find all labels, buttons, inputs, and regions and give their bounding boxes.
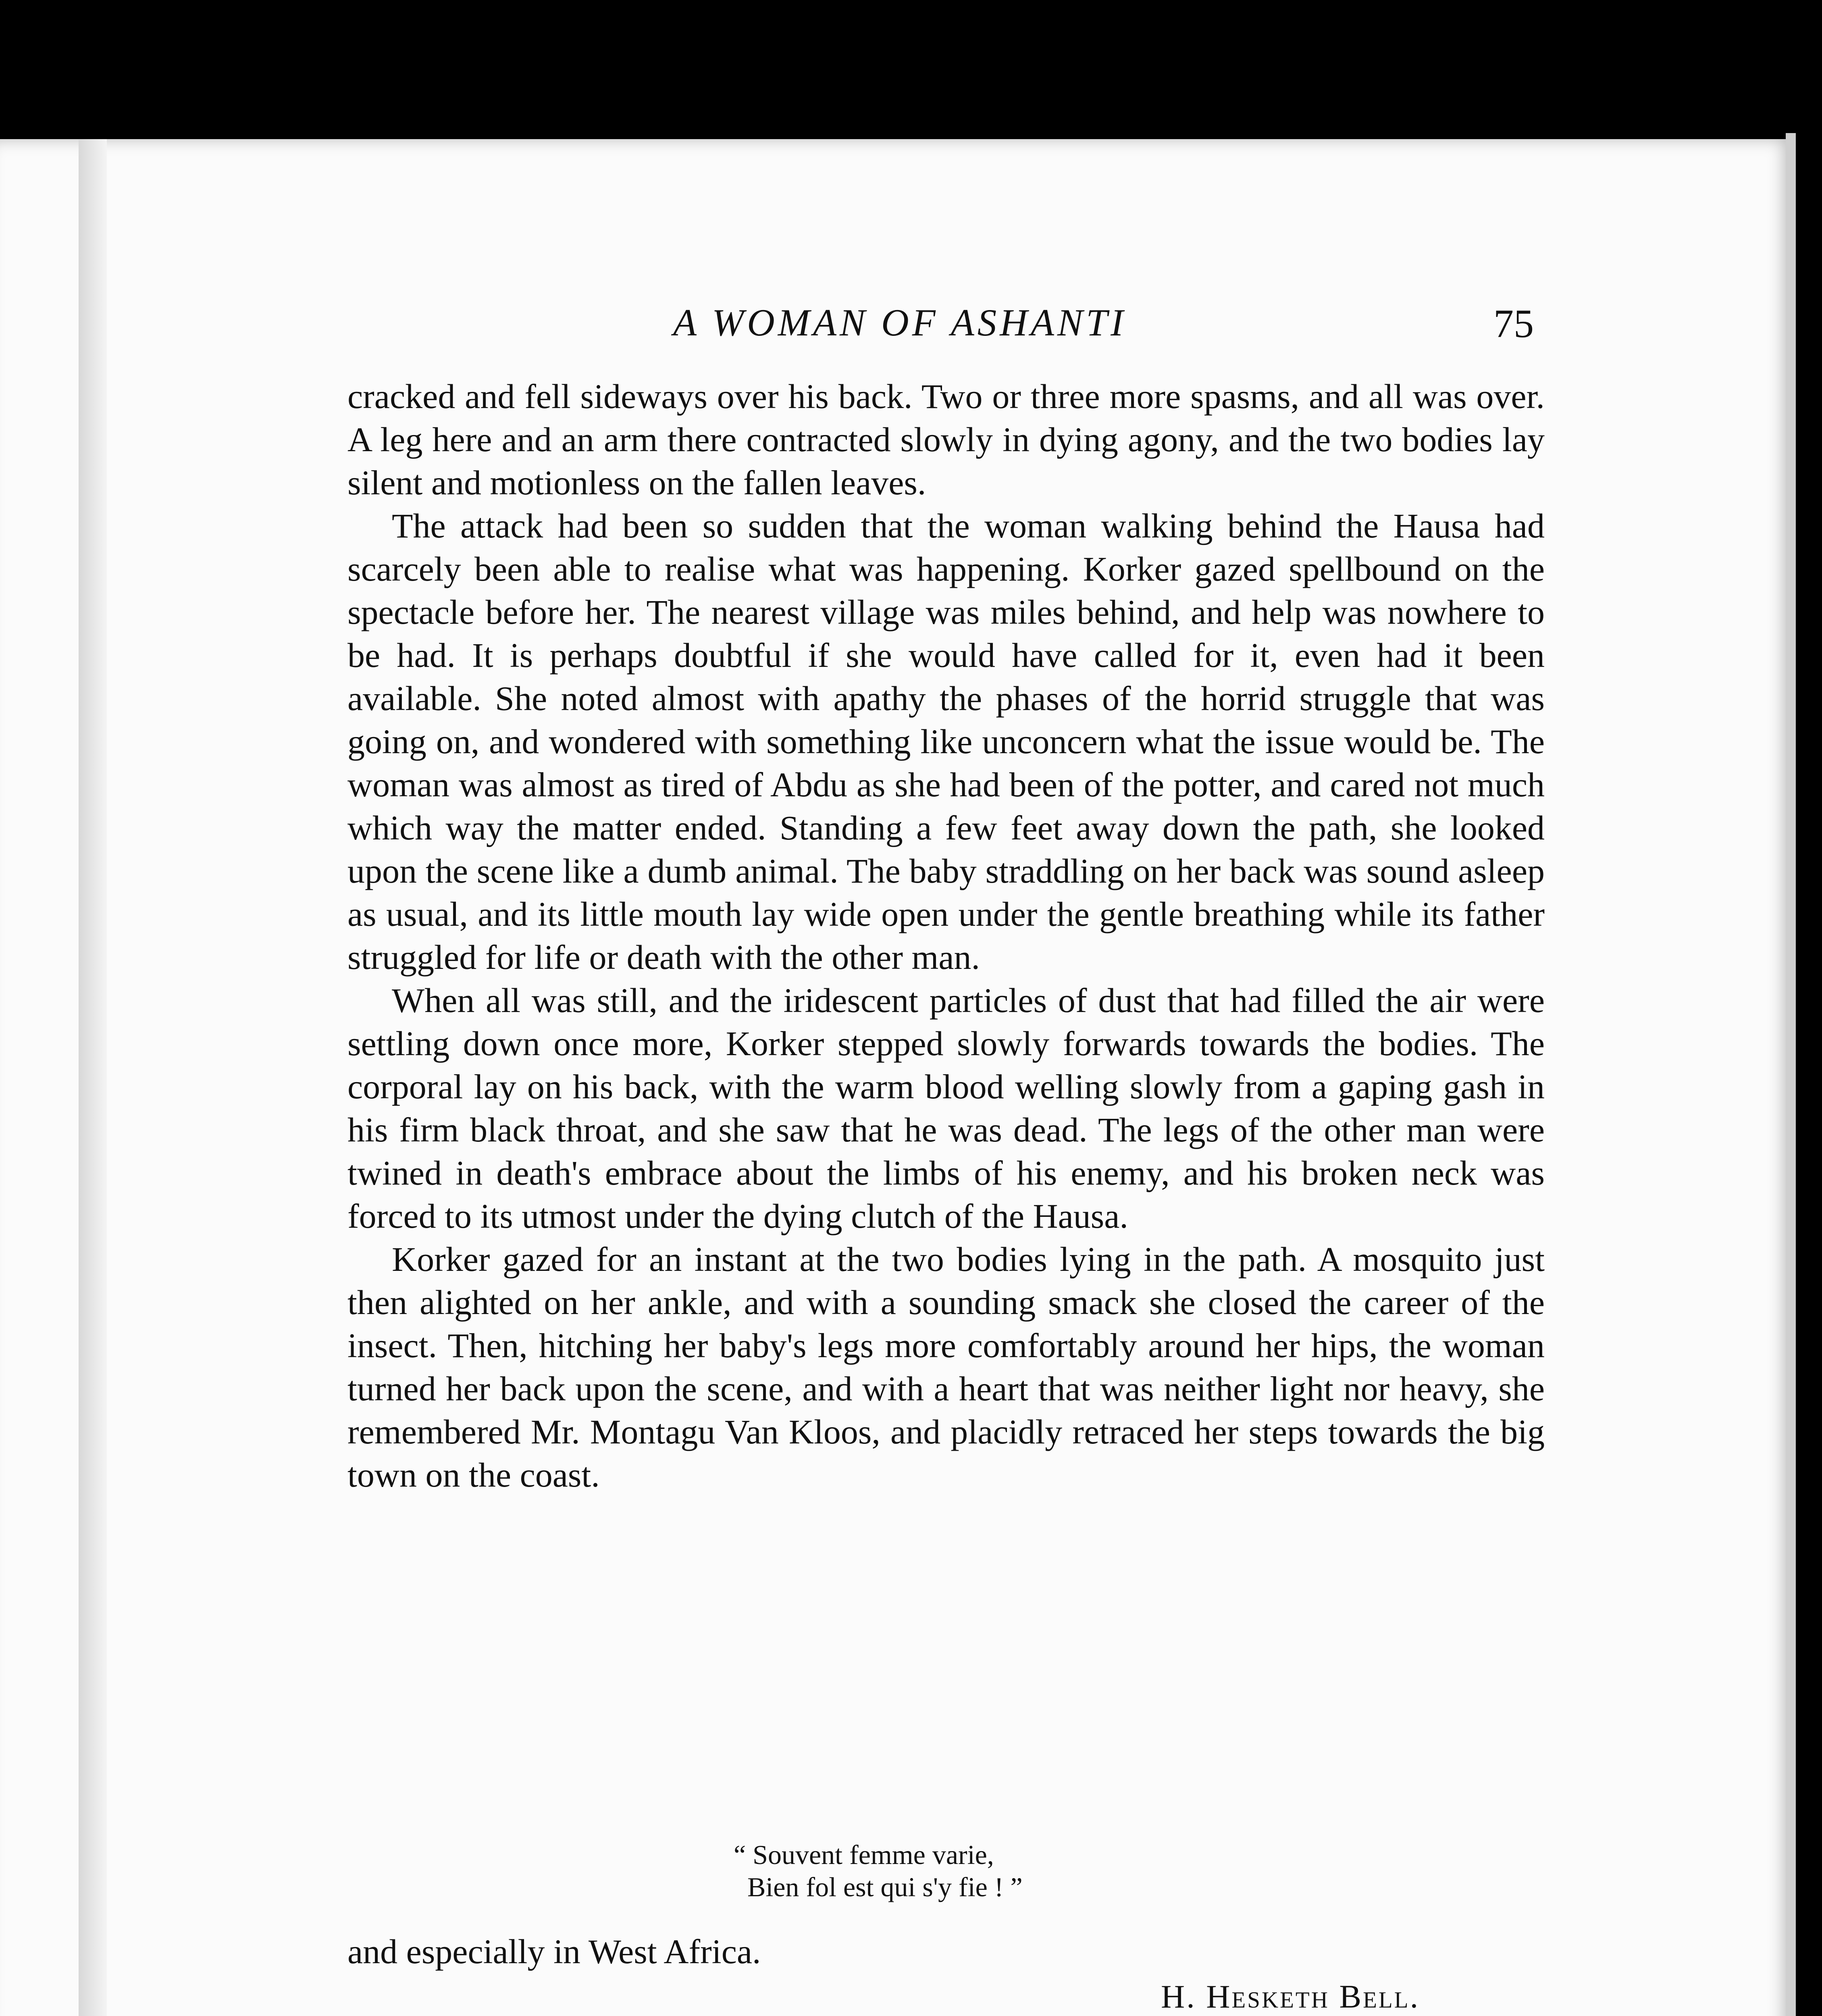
page-number: 75: [1493, 301, 1534, 346]
paragraph-1: cracked and fell sideways over his back. Two or three more spasms, and all was over. A leg here and an arm there contracted slowly in dying agony, and the two bodies lay silent and motionless on the fallen leaves.: [347, 377, 1545, 502]
epigraph-quote: [734, 1839, 1023, 1903]
page-edge: [1786, 133, 1796, 2016]
page-gutter: [79, 139, 107, 2016]
author-signature: H. Hesketh Bell.: [1161, 1978, 1420, 2015]
page-header: [0, 300, 1822, 357]
paragraph-4: Korker gazed for an instant at the two bodies lying in the path. A mosquito just then alighted on her ankle, and with a sounding smack she closed the career of the insect. Then, hitching her baby's legs more comfortably around her hips, the woman turned her back upon the scene, and with a heart that was neither light nor heavy, she remembered Mr. Montagu Van Kloos, and placidly retraced her steps towards the big town on the coast.: [347, 1240, 1545, 1494]
body-text: [347, 375, 1545, 1497]
closing-line: and especially in West Africa.: [347, 1932, 761, 1971]
quote-line-1: “ Souvent femme varie,: [734, 1839, 994, 1870]
paragraph-3: When all was still, and the iridescent particles of dust that had filled the air were settling down once more, Korker stepped slowly forwards towards the bodies. The corporal lay on his back, with the warm blood welling slowly from a gaping gash in his firm black throat, and she saw that he was dead. The legs of the other man were twined in death's embrace about the limbs of his enemy, and his broken neck was forced to its utmost under the dying clutch of the Hausa.: [347, 981, 1545, 1235]
paragraph-2: The attack had been so sudden that the woman walking behind the Hausa had scarcely been able to realise what was happening. Korker gazed spellbound on the spectacle before her. The nearest village was miles behind, and help was nowhere to be had. It is perhaps doubtful if she would have called for it, even had it been available. She noted almost with apathy the phases of the horrid struggle that was going on, and wondered with something like unconcern what the issue would be. The woman was almost as tired of Abdu as she had been of the potter, and cared not much which way the matter ended. Standing a few feet away down the path, she looked upon the scene like a dumb animal. The baby straddling on her back was sound asleep as usual, and its little mouth lay wide open under the gentle breathing while its father struggled for life or death with the other man.: [347, 506, 1545, 977]
quote-line-2: Bien fol est qui s'y fie ! ”: [734, 1872, 1023, 1902]
running-title: A WOMAN OF ASHANTI: [673, 301, 1127, 344]
